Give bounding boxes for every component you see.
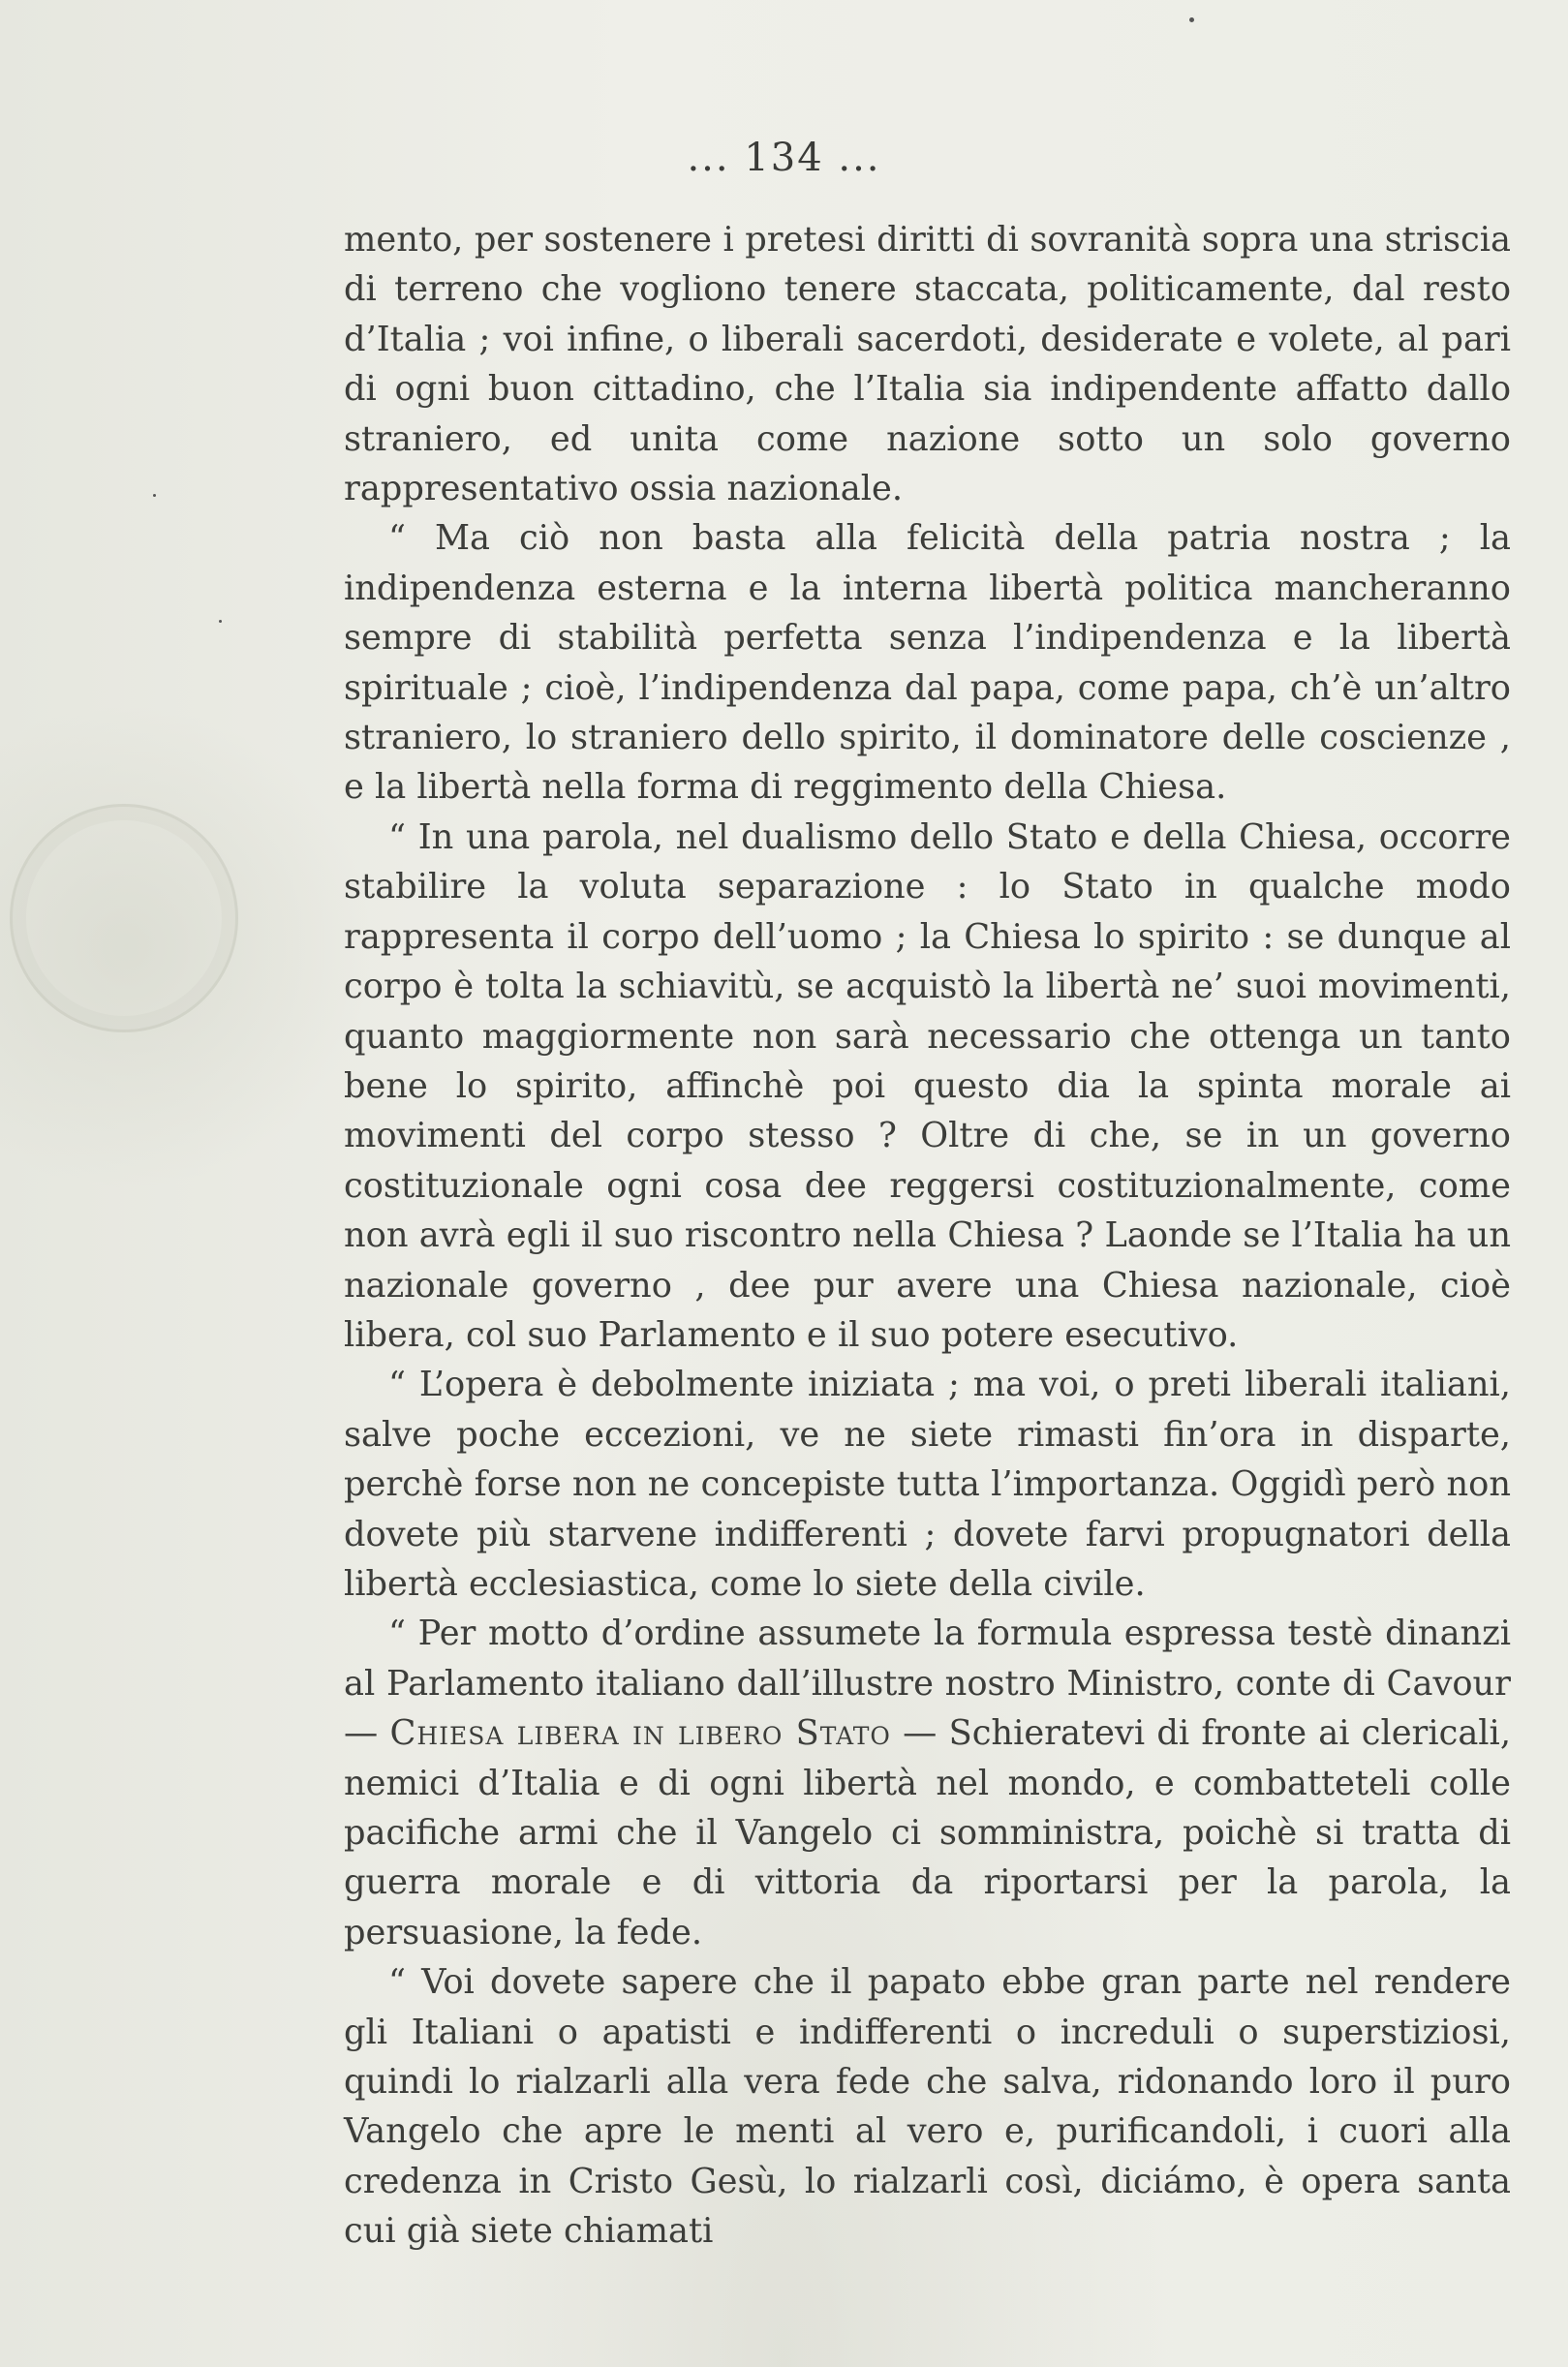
- body-text: [344, 215, 1511, 2257]
- paragraph: “ L’opera è debolmente iniziata ; ma voi, o preti liberali italiani, salve poche eccezioni, ve ne siete rimasti fin’ora in disparte, perchè forse non ne concepiste tutta l’importanza. Oggidì però non dovete più starvene indifferenti ; dovete farvi propugnatori della libertà ecclesiastica, come lo siete della civile.: [344, 1365, 1511, 1604]
- page-number: ... 134 ...: [687, 136, 881, 180]
- paragraph: “ In una parola, nel dualismo dello Stato e della Chiesa, occorre stabilire la voluta separazione : lo Stato in qualche modo rappresenta il corpo dell’uomo ; la Chiesa lo spirito : se dunque al corpo è tolta la schiavitù, se acquistò la libertà ne’ suoi movimenti, quanto maggiormente non sarà necessario che ottenga un tanto bene lo spirito, affinchè poi questo dia la spinta morale ai movimenti del corpo stesso ? Oltre di che, se in un governo costituzionale ogni cosa dee reggersi costituzionalmente, come non avrà egli il suo riscontro nella Chiesa ? Laonde se l’Italia ha un nazionale governo , dee pur avere una Chiesa nazionale, cioè libera, col suo Parlamento e il suo potere esecutivo.: [344, 816, 1511, 1355]
- ink-speck: [1189, 17, 1194, 22]
- paragraph-text: — Schieratevi di fronte ai clericali, nemici d’Italia e di ogni libertà nel mondo, e combatteteli colle pacifiche armi che il Vangelo ci somministra, poichè si tratta di guerra morale e di vittoria da riportarsi per la parola, la persuasione, la fede.: [344, 1713, 1511, 1952]
- paragraph: [344, 1609, 1511, 1957]
- ink-speck: [153, 494, 156, 497]
- faded-library-stamp: [10, 804, 238, 1032]
- paragraph-text: “ Per motto d’ordine assumete la formula espressa testè dinanzi al Parlamento italiano dall’illustre nostro Ministro, conte di Cavour —: [344, 1614, 1511, 1754]
- paragraph: “ Ma ciò non basta alla felicità della patria nostra ; la indipendenza esterna e la interna libertà politica mancheranno sempre di stabilità perfetta senza l’indipendenza e la libertà spirituale ; cioè, l’indipendenza dal papa, come papa, ch’è un’altro straniero, lo straniero dello spirito, il dominatore delle coscienze , e la libertà nella forma di reggimento della Chiesa.: [344, 518, 1511, 808]
- paragraph: “ Voi dovete sapere che il papato ebbe gran parte nel rendere gli Italiani o apatisti e indifferenti o increduli o superstiziosi, quindi lo rialzarli alla vera fede che salva, ridonando loro il puro Vangelo che apre le menti al vero e, purificandoli, i cuori alla credenza in Cristo Gesù, lo rialzarli così, diciámo, è opera santa cui già siete chiamati: [344, 1962, 1511, 2252]
- ink-speck: [219, 620, 222, 623]
- paragraph: mento, per sostenere i pretesi diritti di sovranità sopra una striscia di terreno che vogliono tenere staccata, politicamente, dal resto d’Italia ; voi infine, o liberali sacerdoti, desiderate e volete, al pari di ogni buon cittadino, che l’Italia sia indipendente affatto dallo straniero, ed unita come nazione sotto un solo governo rappresentativo ossia nazionale.: [344, 220, 1511, 509]
- motto-small-caps: Chiesa libera in libero Stato: [389, 1713, 891, 1754]
